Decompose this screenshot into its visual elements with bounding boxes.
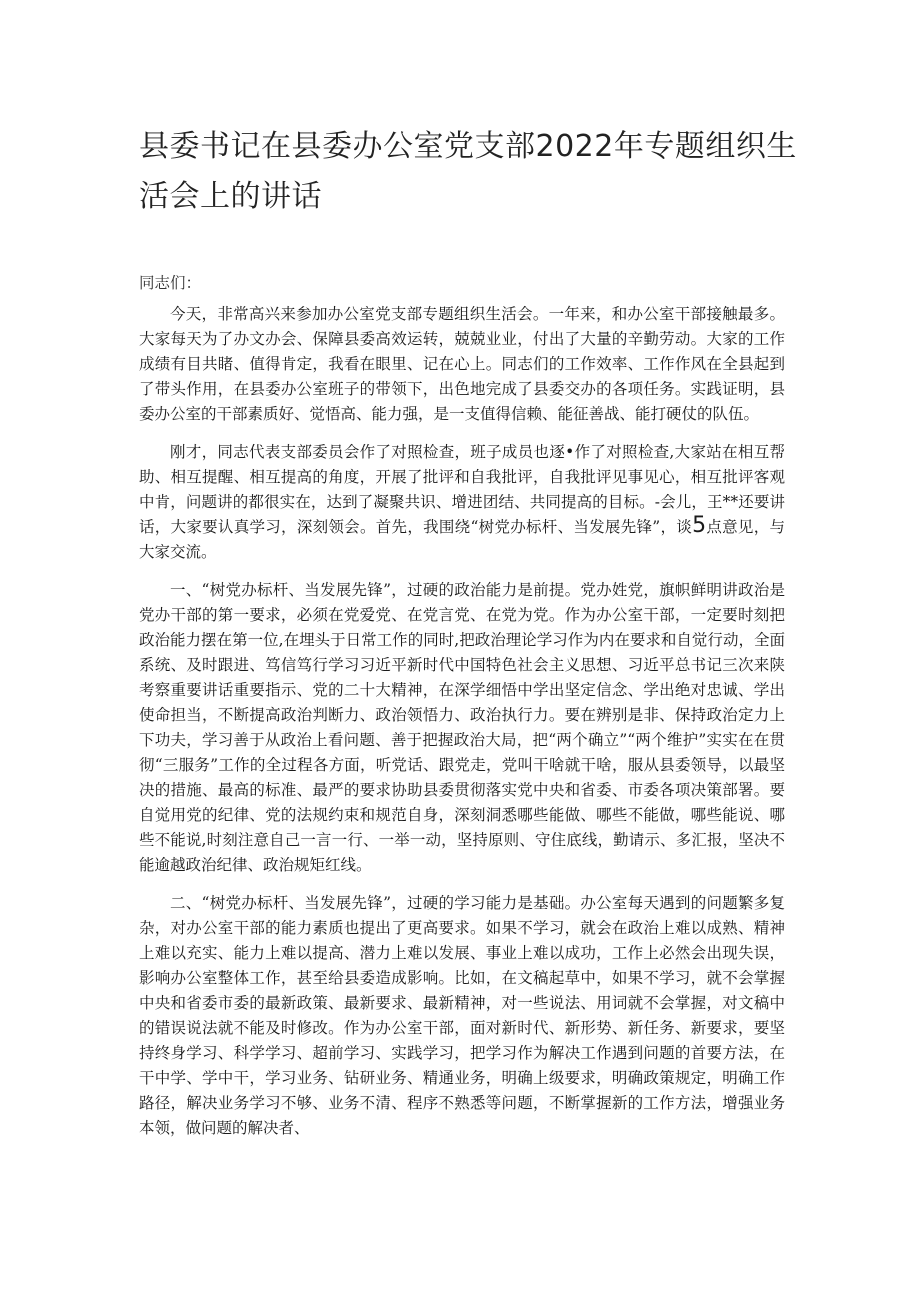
document-body (139, 302, 785, 1154)
salutation: 同志们： (139, 274, 202, 292)
paragraph-point-two: 二、“树党办标杆、当发展先锋”，过硬的学习能力是基础。办公室每天遇到的问题繁多复杂，对办公室干部的能力素质也提出了更高要求。如果不学习，就会在政治上难以成熟、精神上难以充实、能力上难以提高、潜力上难以发展、事业上难以成功，工作上必然会出现失误，影响办公室整体工作，甚至给县委造成影响。比如，在文稿起草中，如果不学习，就不会掌握中央和省委市委的最新政策、最新要求、最新精神，对一些说法、用词就不会掌握，对文稿中的错误说法就不能及时修改。作为办公室干部，面对新时代、新形势、新任务、新要求，要坚持终身学习、科学学习、超前学习、实践学习，把学习作为解决工作遇到问题的首要方法，在干中学、学中干，学习业务、钻研业务、精通业务，明确上级要求，明确政策规定，明确工作路径，解决业务学习不够、业务不清、程序不熟悉等问题，不断掌握新的工作方法，增强业务本领，做问题的解决者、 (139, 894, 785, 1137)
paragraph-review-text-b: 点意见，与大家交流。 (139, 518, 785, 561)
paragraph-intro: 今天，非常高兴来参加办公室党支部专题组织生活会。一年来，和办公室干部接触最多。大家每天为了办文办会、保障县委高效运转，兢兢业业，付出了大量的辛勤劳动。大家的工作成绩有目共睹、值得肯定，我看在眼里、记在心上。同志们的工作效率、工作作风在全县起到了带头作用，在县委办公室班子的带领下，出色地完成了县委交办的各项任务。实践证明，县委办公室的干部素质好、觉悟高、能力强，是一支值得信赖、能征善战、能打硬仗的队伍。 (139, 305, 785, 423)
document-title: 县委书记在县委办公室党支部2022年专题组织生活会上的讲话 (139, 129, 797, 214)
point-count-number: 5 (692, 513, 707, 538)
paragraph-review-text-a: 刚才，同志代表支部委员会作了对照检查，班子成员也逐•作了对照检查,大家站在相互帮助、相互提醒、相互提高的角度，开展了批评和自我批评，自我批评见事见心，相互批评客观中肯，问题讲的都很实在，达到了凝聚共识、增进团结、共同提高的目标。-会儿，王**还要讲话，大家要认真学习，深刻领会。首先，我围绕“树党办标杆、当发展先锋”，谈 (139, 443, 785, 536)
paragraph-point-one: 一、“树党办标杆、当发展先锋”，过硬的政治能力是前提。党办姓党，旗帜鲜明讲政治是党办干部的第一要求，必须在党爱党、在党言党、在党为党。作为办公室干部，一定要时刻把政治能力摆在第一位,在埋头于日常工作的同时,把政治理论学习作为内在要求和自觉行动，全面系统、及时跟进、笃信笃行学习习近平新时代中国特色社会主义思想、习近平总书记三次来陕考察重要讲话重要指示、党的二十大精神，在深学细悟中学出坚定信念、学出绝对忠诚、学出使命担当，不断提高政治判断力、政治领悟力、政治执行力。要在辨别是非、保持政治定力上下功夫，学习善于从政治上看问题、善于把握政治大局，把“两个确立”“两个维护”实实在在贯彻“三服务”工作的全过程各方面，听党话、跟党走，党叫干啥就干啥，服从县委领导，以最坚决的措施、最高的标准、最严的要求协助县委贯彻落实党中央和省委、市委各项决策部署。要自觉用党的纪律、党的法规约束和规范自身，深刻洞悉哪些能做、哪些不能做，哪些能说、哪些不能说,时刻注意自己一言一行、一举一动，坚持原则、守住底线，勤请示、多汇报，坚决不能逾越政治纪律、政治规矩红线。 (139, 581, 785, 874)
paragraph-review (139, 440, 785, 565)
